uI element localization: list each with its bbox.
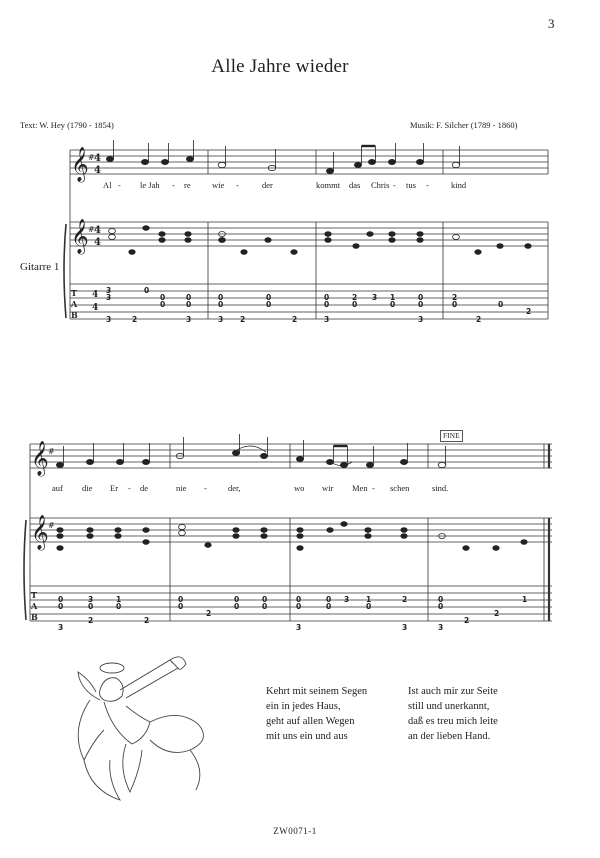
svg-text:2: 2	[206, 609, 212, 618]
svg-text:0: 0	[438, 602, 444, 611]
svg-text:0: 0	[88, 602, 94, 611]
svg-text:0: 0	[262, 602, 268, 611]
svg-text:0: 0	[144, 286, 150, 295]
svg-text:0: 0	[178, 595, 184, 604]
svg-text:3: 3	[58, 623, 64, 632]
svg-text:3: 3	[344, 595, 350, 604]
verse-2	[266, 684, 367, 744]
svg-text:4: 4	[94, 153, 101, 164]
svg-text:0: 0	[418, 293, 424, 302]
svg-text:4: 4	[92, 290, 99, 300]
svg-text:𝄞: 𝄞	[31, 515, 49, 550]
svg-text:0: 0	[160, 300, 166, 309]
page-number: 3	[548, 16, 555, 31]
verse-line: geht auf allen Wegen	[266, 716, 355, 727]
svg-text:3: 3	[372, 293, 378, 302]
svg-text:A: A	[31, 601, 38, 611]
svg-text:2: 2	[464, 616, 470, 625]
svg-text:0: 0	[262, 595, 268, 604]
lyric-syllable: nie	[176, 483, 187, 493]
verse-line: mit uns ein und aus	[266, 731, 348, 742]
instrument-label: Gitarre 1	[20, 261, 60, 273]
svg-text:0: 0	[160, 293, 166, 302]
melody-staff-2	[30, 444, 552, 468]
svg-text:0: 0	[366, 602, 372, 611]
lyric-hyphen: -	[204, 483, 207, 493]
verse-3	[408, 684, 498, 744]
lyric-syllable: Men	[352, 483, 368, 493]
svg-text:0: 0	[352, 300, 358, 309]
svg-text:0: 0	[116, 602, 122, 611]
svg-text:2: 2	[494, 609, 500, 618]
svg-text:4: 4	[94, 225, 101, 236]
fine-marker: FINE	[440, 430, 463, 442]
svg-text:2: 2	[352, 293, 358, 302]
svg-text:3: 3	[106, 315, 112, 324]
svg-text:0: 0	[296, 595, 302, 604]
svg-text:0: 0	[326, 602, 332, 611]
melody-notes-2	[56, 434, 445, 468]
lyric-hyphen: -	[118, 180, 121, 190]
svg-text:4: 4	[94, 165, 101, 176]
svg-text:3: 3	[106, 293, 112, 302]
svg-text:3: 3	[324, 315, 330, 324]
svg-text:0: 0	[234, 595, 240, 604]
svg-text:T: T	[31, 590, 37, 600]
svg-text:1: 1	[116, 595, 122, 604]
lyric-syllable: der,	[228, 483, 241, 493]
lyric-syllable: Chris	[371, 180, 390, 190]
lyricist-credit: Text: W. Hey (1790 - 1854)	[20, 120, 114, 130]
lyric-syllable: sind.	[432, 483, 449, 493]
guitar-staff-1	[70, 222, 548, 246]
svg-text:3: 3	[296, 623, 302, 632]
svg-text:0: 0	[266, 300, 272, 309]
verse-line: Kehrt mit seinem Segen	[266, 686, 368, 697]
melody-notes-1	[106, 140, 459, 174]
tab-staff-2	[30, 586, 552, 621]
verse-line: Ist auch mir zur Seite	[408, 686, 498, 697]
lyric-hyphen: -	[236, 180, 239, 190]
svg-text:0: 0	[418, 300, 424, 309]
svg-text:#: #	[88, 153, 95, 162]
svg-text:3: 3	[218, 315, 224, 324]
svg-text:B: B	[71, 310, 78, 320]
svg-text:3: 3	[438, 623, 444, 632]
svg-text:0: 0	[186, 293, 192, 302]
svg-text:0: 0	[58, 602, 64, 611]
svg-text:1: 1	[390, 293, 396, 302]
verse-line: ein in jedes Haus,	[266, 701, 341, 712]
svg-text:2: 2	[144, 616, 150, 625]
svg-text:3: 3	[418, 315, 424, 324]
lyric-syllable: das	[349, 180, 361, 190]
svg-text:0: 0	[218, 300, 224, 309]
angel-illustration	[78, 657, 203, 800]
lyric-syllable: wie	[212, 180, 225, 190]
lyric-syllable: kommt	[316, 180, 341, 190]
lyric-hyphen: -	[426, 180, 429, 190]
lyric-hyphen: -	[128, 483, 131, 493]
lyric-syllable: Al	[103, 180, 112, 190]
svg-text:2: 2	[526, 307, 532, 316]
svg-text:2: 2	[476, 315, 482, 324]
song-title: Alle Jahre wieder	[211, 56, 349, 77]
svg-text:#: #	[48, 447, 55, 456]
svg-text:B: B	[31, 612, 38, 622]
svg-text:0: 0	[438, 595, 444, 604]
tab-staff-1	[70, 284, 548, 319]
lyric-hyphen: -	[372, 483, 375, 493]
svg-text:0: 0	[218, 293, 224, 302]
lyric-hyphen: -	[393, 180, 396, 190]
svg-text:#: #	[88, 225, 95, 234]
verse-line: still und unerkannt,	[408, 701, 490, 712]
publisher-code: ZW0071-1	[273, 826, 317, 836]
svg-text:0: 0	[324, 293, 330, 302]
svg-text:2: 2	[292, 315, 298, 324]
lyric-hyphen: -	[172, 180, 175, 190]
svg-text:A: A	[71, 299, 78, 309]
svg-text:0: 0	[178, 602, 184, 611]
svg-text:0: 0	[324, 300, 330, 309]
svg-text:3: 3	[88, 595, 94, 604]
svg-text:0: 0	[58, 595, 64, 604]
tab-numbers-2	[58, 595, 527, 632]
svg-text:#: #	[48, 521, 55, 530]
lyric-syllable: de	[140, 483, 149, 493]
lyric-syllable: der	[262, 180, 273, 190]
lyric-syllable: le Jah	[140, 180, 160, 190]
svg-text:0: 0	[186, 300, 192, 309]
guitar-staff-2	[30, 518, 552, 542]
svg-text:0: 0	[452, 300, 458, 309]
lyric-syllable: wir	[322, 483, 334, 493]
svg-text:0: 0	[498, 300, 504, 309]
lyric-syllable: Er	[110, 483, 119, 493]
svg-text:2: 2	[132, 315, 138, 324]
svg-text:0: 0	[390, 300, 396, 309]
svg-text:2: 2	[452, 293, 458, 302]
lyric-syllable: tus	[406, 180, 416, 190]
svg-text:3: 3	[186, 315, 192, 324]
lyric-syllable: auf	[52, 483, 63, 493]
svg-text:3: 3	[106, 286, 112, 295]
lyric-syllable: die	[82, 483, 93, 493]
svg-text:𝄞: 𝄞	[71, 219, 89, 254]
lyric-syllable: kind	[451, 180, 467, 190]
verse-line: an der lieben Hand.	[408, 731, 491, 742]
svg-text:0: 0	[234, 602, 240, 611]
verse-line: daß es treu mich leite	[408, 716, 498, 727]
svg-text:4: 4	[92, 303, 99, 313]
svg-text:2: 2	[402, 595, 408, 604]
lyric-syllable: schen	[390, 483, 410, 493]
svg-text:1: 1	[366, 595, 372, 604]
svg-text:0: 0	[266, 293, 272, 302]
svg-text:0: 0	[326, 595, 332, 604]
lyric-syllable: re	[184, 180, 191, 190]
svg-text:3: 3	[402, 623, 408, 632]
svg-text:𝄞: 𝄞	[71, 147, 89, 182]
svg-text:0: 0	[296, 602, 302, 611]
svg-text:𝄞: 𝄞	[31, 441, 49, 476]
svg-text:4: 4	[94, 237, 101, 248]
lyric-syllable: wo	[294, 483, 305, 493]
svg-text:1: 1	[522, 595, 528, 604]
svg-text:T: T	[71, 288, 77, 298]
composer-credit: Musik: F. Silcher (1789 - 1860)	[410, 120, 518, 130]
svg-text:2: 2	[88, 616, 94, 625]
svg-text:2: 2	[240, 315, 246, 324]
